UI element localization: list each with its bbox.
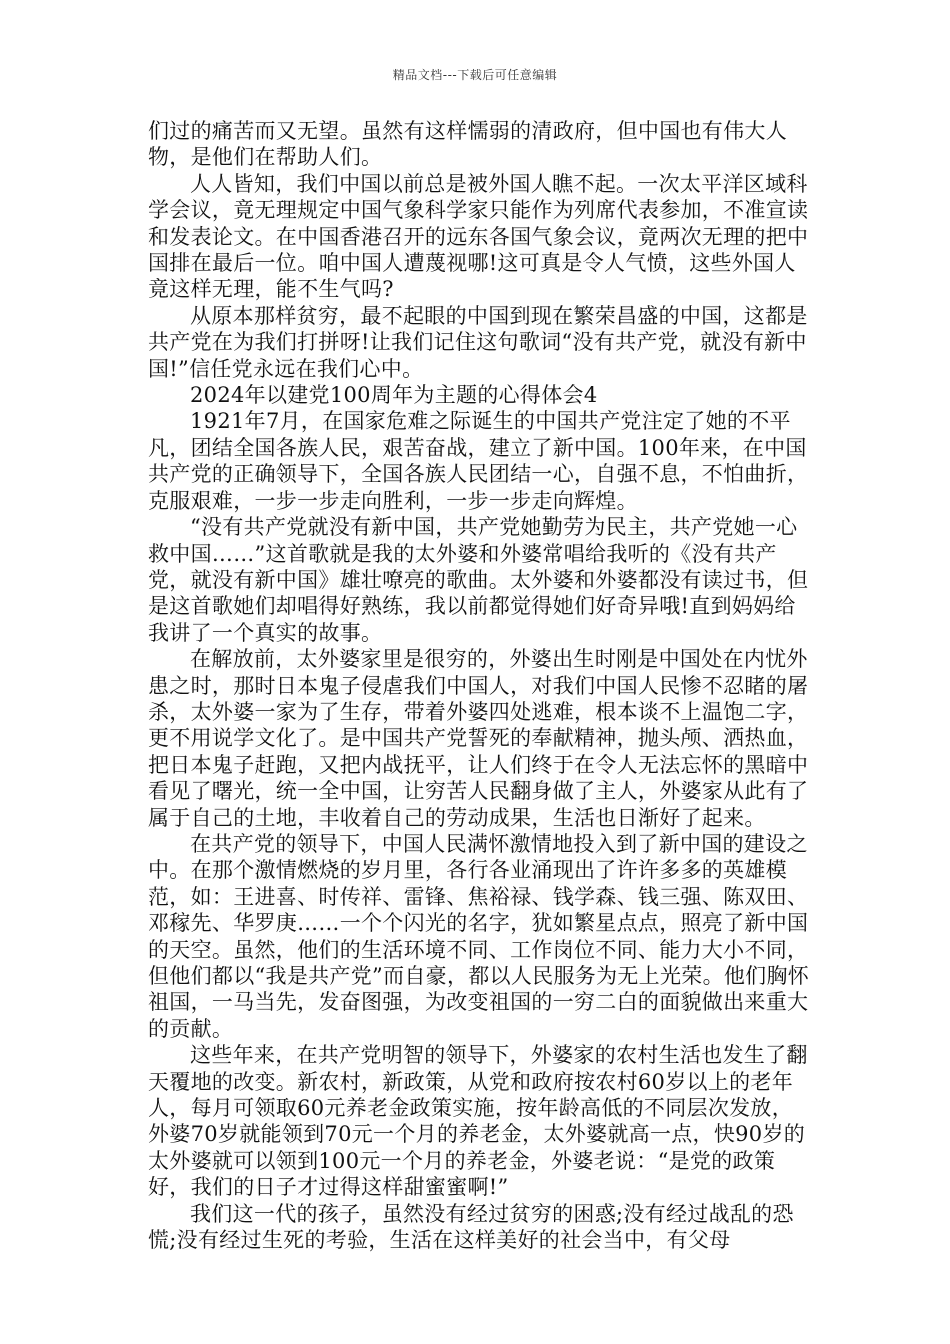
paragraph: 人人皆知，我们中国以前总是被外国人瞧不起。一次太平洋区域科学会议，竟无理规定中国气象科学家只能作为列席代表参加，不准宣读和发表论文。在中国香港召开的远东各国气象会议，竟两次无理的把中国排在最后一位。咱中国人遭蔑视哪!这可真是令人气愤，这些外国人竟这样无理，能不生气吗?: [148, 171, 809, 302]
paragraph: 我们这一代的孩子，虽然没有经过贫穷的困惑;没有经过战乱的恐慌;没有经过生死的考验，生活在这样美好的社会当中，有父母: [148, 1201, 794, 1253]
paragraph: 从原本那样贫穷，最不起眼的中国到现在繁荣昌盛的中国，这都是共产党在为我们打拼呀!让我们记住这句歌词“没有共产党，就没有新中国!”信任党永远在我们心中。: [148, 303, 808, 381]
document-body: [148, 118, 812, 1253]
section-title: 2024年以建党100周年为主题的心得体会4: [190, 383, 598, 408]
paragraph: 在共产党的领导下，中国人民满怀激情地投入到了新中国的建设之中。在那个激情燃烧的岁月里，各行各业涌现出了许许多多的英雄模范，如：王进喜、时传祥、雷锋、焦裕禄、钱学森、钱三强、陈双田、邓稼先、华罗庚……一个个闪光的名字，犹如繁星点点，照亮了新中国的天空。虽然，他们的生活环境不同、工作岗位不同、能力大小不同，但他们都以“我是共产党”而自豪，都以人民服务为无上光荣。他们胸怀祖国，一马当先，发奋图强，为改变祖国的一穷二白的面貌做出来重大的贡献。: [148, 831, 810, 1041]
page-header: 精品文档---下载后可任意编辑: [392, 68, 558, 82]
paragraph: “没有共产党就没有新中国，共产党她勤劳为民主，共产党她一心救中国……”这首歌就是我的太外婆和外婆常唱给我听的《没有共产党，就没有新中国》雄壮嘹亮的歌曲。太外婆和外婆都没有读过书，但是这首歌她们却唱得好熟练，我以前都觉得她们好奇异哦!直到妈妈给我讲了一个真实的故事。: [148, 515, 809, 645]
paragraph: 在解放前，太外婆家里是很穷的，外婆出生时刚是中国处在内忧外患之时，那时日本鬼子侵虐我们中国人，对我们中国人民惨不忍睹的屠杀，太外婆一家为了生存，带着外婆四处逃难，根本谈不上温饱二字，更不用说学文化了。是中国共产党誓死的奉献精神，抛头颅、洒热血，把日本鬼子赶跑，又把内战抚平，让人们终于在令人无法忘怀的黑暗中看见了曙光，统一全中国，让穷苦人民翻身做了主人，外婆家从此有了属于自己的土地，丰收着自己的劳动成果，生活也日渐好了起来。: [148, 647, 809, 830]
paragraph: 1921年7月，在国家危难之际诞生的中国共产党注定了她的不平凡，团结全国各族人民，艰苦奋战，建立了新中国。100年来，在中国共产党的正确领导下，全国各族人民团结一心，自强不息，不怕曲折，克服艰难，一步一步走向胜利，一步一步走向辉煌。: [148, 409, 809, 513]
paragraph: 们过的痛苦而又无望。虽然有这样懦弱的清政府，但中国也有伟大人物，是他们在帮助人们。: [148, 119, 787, 170]
paragraph: 这些年来，在共产党明智的领导下，外婆家的农村生活也发生了翻天覆地的改变。新农村，新政策，从党和政府按农村60岁以上的老年人，每月可领取60元养老金政策实施，按年龄高低的不同层次发放，外婆70岁就能领到70元一个月的养老金，太外婆就高一点，快90岁的太外婆就可以领到100元一个月的养老金，外婆老说：“是党的政策好，我们的日子才过得这样甜蜜蜜啊!”: [148, 1043, 808, 1200]
